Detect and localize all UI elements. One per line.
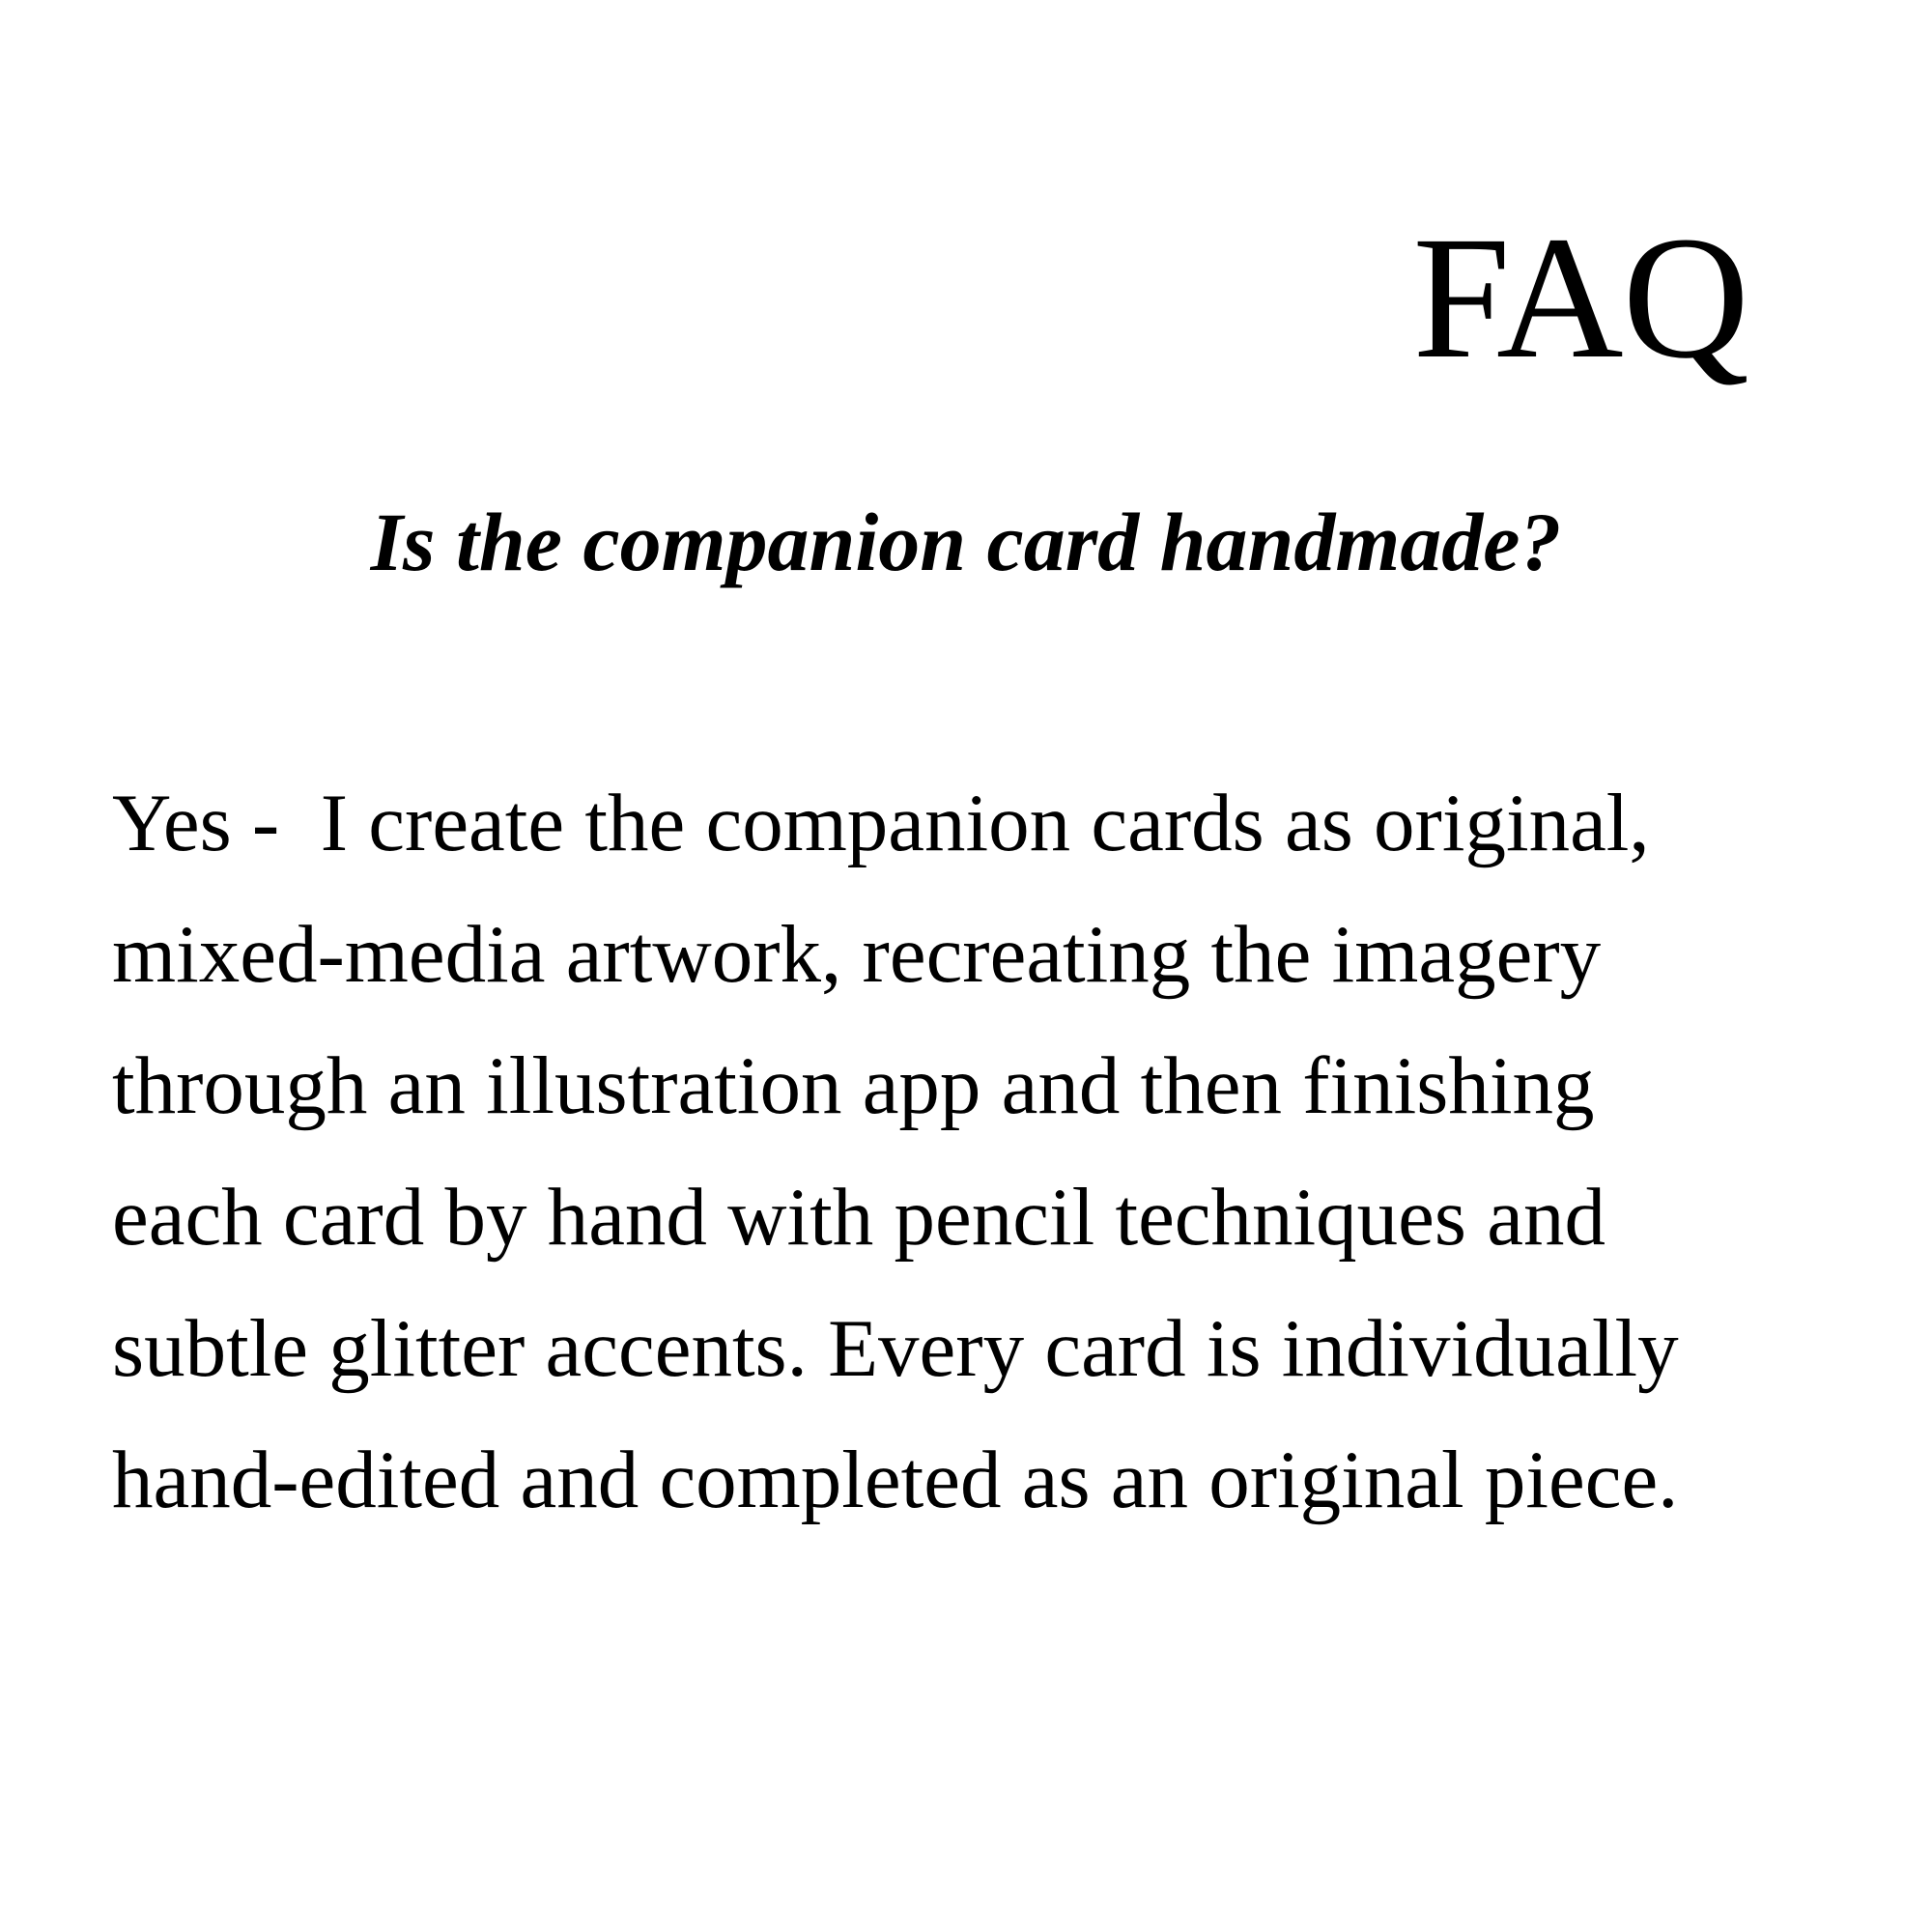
faq-answer (112, 757, 1899, 1546)
faq-question: Is the companion card handmade? (370, 496, 1562, 588)
answer-line: each card by hand with pencil techniques and (112, 1172, 1605, 1263)
answer-line: hand-edited and completed as an original piece. (112, 1435, 1679, 1525)
answer-line: Yes - I create the companion cards as original, (112, 778, 1650, 868)
page-title: FAQ (1412, 201, 1748, 395)
answer-line: subtle glitter accents. Every card is individually (112, 1303, 1679, 1394)
answer-line: mixed-media artwork, recreating the imagery (112, 909, 1602, 1000)
answer-line: through an illustration app and then finishing (112, 1040, 1595, 1131)
